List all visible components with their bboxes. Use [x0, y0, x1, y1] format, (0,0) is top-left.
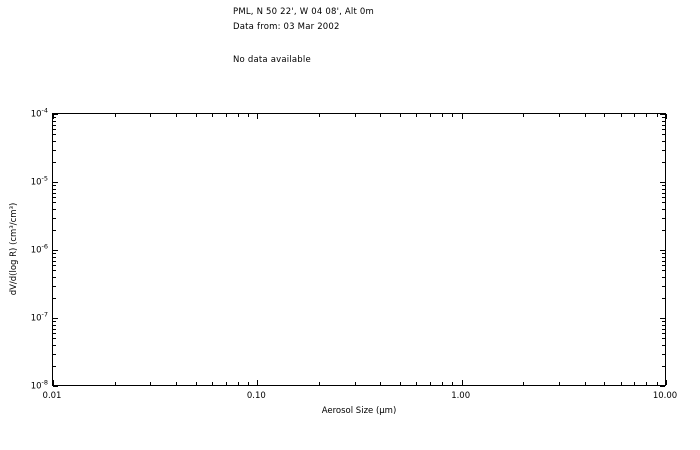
- axis-tick: [662, 333, 665, 334]
- axis-tick: [662, 354, 665, 355]
- axis-tick: [660, 318, 665, 319]
- axis-tick: [666, 114, 667, 119]
- axis-tick: [662, 189, 665, 190]
- axis-tick: [662, 345, 665, 346]
- axis-tick: [238, 114, 239, 117]
- axis-tick: [53, 270, 56, 271]
- axis-tick: [662, 338, 665, 339]
- x-axis-title: Aerosol Size (μm): [321, 406, 397, 416]
- axis-tick: [53, 230, 56, 231]
- x-tick-label: 1.00: [451, 391, 471, 401]
- axis-tick: [226, 114, 227, 117]
- axis-tick: [662, 270, 665, 271]
- axis-tick: [662, 321, 665, 322]
- axis-tick: [559, 382, 560, 385]
- axis-tick: [53, 134, 56, 135]
- axis-tick: [53, 257, 56, 258]
- axis-tick: [212, 114, 213, 117]
- axis-tick: [53, 253, 56, 254]
- axis-tick: [115, 382, 116, 385]
- axis-tick: [662, 261, 665, 262]
- axis-tick: [662, 329, 665, 330]
- axis-tick: [452, 382, 453, 385]
- axis-tick: [53, 141, 56, 142]
- axis-tick: [662, 117, 665, 118]
- axis-tick: [662, 230, 665, 231]
- axis-tick: [212, 382, 213, 385]
- axis-tick: [621, 382, 622, 385]
- axis-tick: [248, 382, 249, 385]
- axis-tick: [657, 114, 658, 117]
- axis-tick: [462, 114, 463, 119]
- axis-tick: [53, 333, 56, 334]
- x-tick-label: 0.10: [246, 391, 266, 401]
- axis-tick: [660, 386, 665, 387]
- axis-tick: [53, 150, 56, 151]
- axis-tick: [53, 366, 56, 367]
- axis-tick: [53, 197, 56, 198]
- axis-tick: [53, 121, 56, 122]
- axis-tick: [400, 382, 401, 385]
- axis-tick: [559, 114, 560, 117]
- chart-subtitle: Data from: 03 Mar 2002: [233, 22, 340, 32]
- axis-tick: [176, 382, 177, 385]
- axis-tick: [53, 286, 56, 287]
- axis-tick: [660, 114, 665, 115]
- no-data-message: No data available: [233, 55, 311, 65]
- axis-tick: [355, 114, 356, 117]
- y-tick-label: $10^{-6}$: [30, 242, 48, 256]
- axis-tick: [53, 318, 58, 319]
- axis-tick: [319, 114, 320, 117]
- axis-tick: [430, 382, 431, 385]
- axis-tick: [53, 189, 56, 190]
- y-tick-label: $10^{-4}$: [30, 106, 48, 120]
- axis-tick: [657, 382, 658, 385]
- axis-tick: [416, 382, 417, 385]
- axis-tick: [430, 114, 431, 117]
- axis-tick: [53, 329, 56, 330]
- axis-tick: [380, 114, 381, 117]
- axis-tick: [452, 114, 453, 117]
- axis-tick: [662, 286, 665, 287]
- axis-tick: [662, 121, 665, 122]
- axis-tick: [662, 257, 665, 258]
- axis-tick: [53, 386, 58, 387]
- axis-tick: [53, 162, 56, 163]
- axis-tick: [662, 129, 665, 130]
- axis-tick: [53, 209, 56, 210]
- axis-tick: [585, 114, 586, 117]
- axis-tick: [662, 366, 665, 367]
- axis-tick: [662, 125, 665, 126]
- axis-tick: [53, 380, 54, 385]
- axis-tick: [380, 382, 381, 385]
- plot-area: [52, 113, 666, 386]
- axis-tick: [53, 354, 56, 355]
- axis-tick: [416, 114, 417, 117]
- axis-tick: [238, 382, 239, 385]
- axis-tick: [662, 265, 665, 266]
- axis-tick: [53, 321, 56, 322]
- axis-tick: [604, 382, 605, 385]
- axis-tick: [150, 382, 151, 385]
- axis-tick: [442, 382, 443, 385]
- axis-tick: [53, 125, 56, 126]
- y-tick-label: $10^{-7}$: [30, 310, 48, 324]
- axis-tick: [53, 218, 56, 219]
- chart-title: PML, N 50 22', W 04 08', Alt 0m: [233, 7, 375, 17]
- axis-tick: [662, 150, 665, 151]
- axis-tick: [662, 325, 665, 326]
- axis-tick: [662, 277, 665, 278]
- axis-tick: [662, 162, 665, 163]
- y-tick-label: $10^{-8}$: [30, 378, 48, 392]
- y-tick-label: $10^{-5}$: [30, 174, 48, 188]
- axis-tick: [662, 185, 665, 186]
- axis-tick: [53, 114, 58, 115]
- axis-tick: [662, 253, 665, 254]
- axis-tick: [248, 114, 249, 117]
- axis-tick: [523, 382, 524, 385]
- axis-tick: [226, 382, 227, 385]
- axis-tick: [53, 298, 56, 299]
- axis-tick: [196, 114, 197, 117]
- axis-tick: [150, 114, 151, 117]
- axis-tick: [646, 114, 647, 117]
- axis-tick: [53, 338, 56, 339]
- axis-tick: [53, 250, 58, 251]
- axis-tick: [196, 382, 197, 385]
- axis-tick: [523, 114, 524, 117]
- axis-tick: [53, 261, 56, 262]
- axis-tick: [53, 185, 56, 186]
- axis-tick: [662, 134, 665, 135]
- axis-tick: [662, 209, 665, 210]
- axis-tick: [53, 277, 56, 278]
- axis-tick: [53, 129, 56, 130]
- axis-tick: [257, 114, 258, 119]
- axis-tick: [662, 141, 665, 142]
- axis-tick: [53, 345, 56, 346]
- axis-tick: [662, 298, 665, 299]
- axis-tick: [660, 250, 665, 251]
- axis-tick: [53, 117, 56, 118]
- axis-tick: [604, 114, 605, 117]
- axis-tick: [634, 114, 635, 117]
- axis-tick: [662, 202, 665, 203]
- axis-tick: [634, 382, 635, 385]
- x-tick-label: 0.01: [42, 391, 62, 401]
- axis-tick: [53, 325, 56, 326]
- y-axis-title: dV/d(log R) (cm³/cm³): [9, 202, 19, 296]
- axis-tick: [400, 114, 401, 117]
- axis-tick: [621, 114, 622, 117]
- axis-tick: [115, 114, 116, 117]
- axis-tick: [662, 193, 665, 194]
- axis-tick: [257, 380, 258, 385]
- axis-tick: [53, 193, 56, 194]
- axis-tick: [176, 114, 177, 117]
- axis-tick: [53, 202, 56, 203]
- axis-tick: [319, 382, 320, 385]
- axis-tick: [462, 380, 463, 385]
- axis-tick: [585, 382, 586, 385]
- axis-tick: [442, 114, 443, 117]
- axis-tick: [662, 197, 665, 198]
- axis-tick: [355, 382, 356, 385]
- axis-tick: [662, 218, 665, 219]
- x-tick-label: 10.00: [652, 391, 678, 401]
- axis-tick: [666, 380, 667, 385]
- axis-tick: [53, 265, 56, 266]
- axis-tick: [53, 182, 58, 183]
- axis-tick: [646, 382, 647, 385]
- axis-tick: [660, 182, 665, 183]
